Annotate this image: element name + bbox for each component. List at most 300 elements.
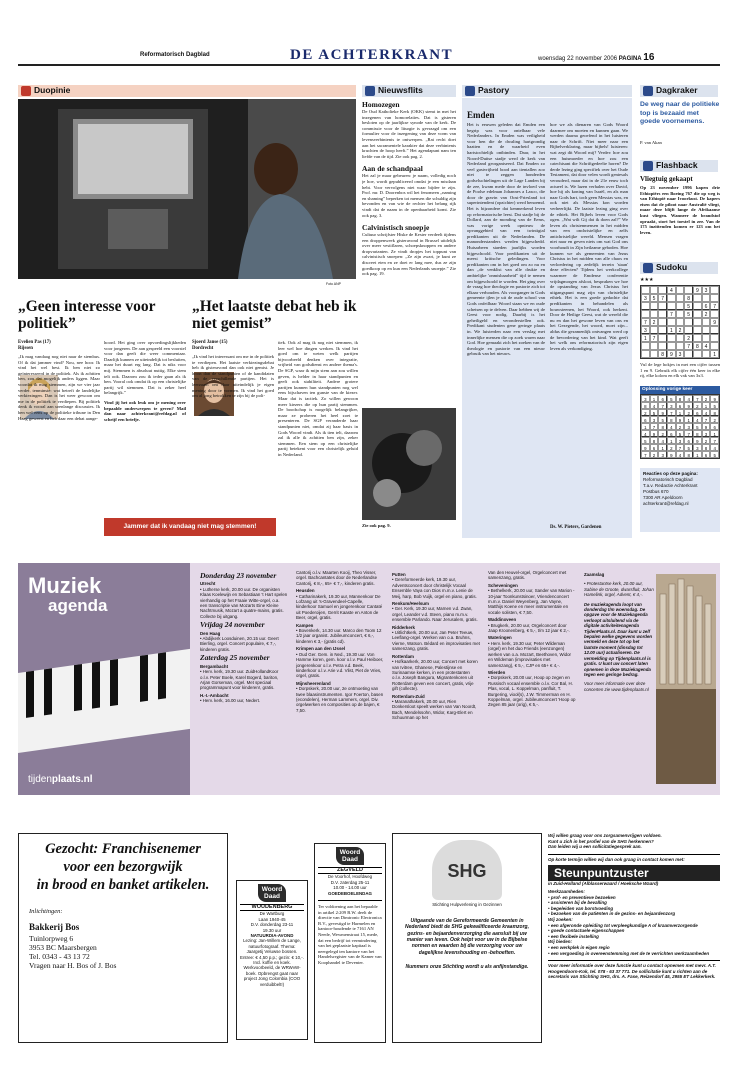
solution-cell: 8 — [684, 451, 693, 458]
sudoku-cell[interactable] — [641, 350, 650, 358]
nieuwsflits-photo — [362, 408, 456, 520]
dagkraker-tab — [640, 85, 718, 97]
muziek-title-2: agenda — [48, 596, 108, 615]
wd1-line-1: De Wartburg — [259, 911, 285, 917]
sudoku-cell[interactable] — [667, 318, 676, 326]
agenda-city: Putten — [392, 572, 406, 577]
sudoku-cell: 5 — [650, 294, 659, 302]
wd2-logo-2: Daad — [342, 856, 358, 863]
quote-icon — [21, 86, 31, 96]
left-question: Vind jij het ook leuk om je mening over bepaalde onderwerpen te geven? Mail dan naar achterkrant@refdag.nl of schrijf een briefje. — [104, 399, 186, 422]
sudoku-cell: 4 — [702, 342, 711, 350]
sudoku-cell[interactable] — [667, 342, 676, 350]
sudoku-cell: 7 — [667, 310, 676, 318]
agenda-entry: • Hofkaarkerk, 20.00 uur, Concert met koren van Ivitree, Ghanese, Palestijnse en Surinaamse kerken, in een protestanten o.l.v. Joseph Bangura, Migrantenkoren uit Rotterdam geven een concert, gratis, vrije gift (collecte). — [392, 659, 478, 692]
franchise-line-1: Gezocht: Franchisenemer — [45, 841, 201, 857]
solution-cell: 2 — [641, 409, 650, 416]
agenda-entry: • Abdijkerk Loosduinen, 20.15 uur. Geert Bierling, orgel. Concert populaire, € 7,-, kinderen gratis. — [200, 636, 279, 652]
solution-cell: 3 — [658, 451, 667, 458]
steunpunt-intro-2: Kunt u zich in het profiel van de SHG herkennen? — [548, 838, 654, 844]
franchise-name: Bakkerij Bos — [29, 922, 80, 933]
franchise-line-3: in brood en banket artikelen. — [36, 877, 210, 893]
steunpunt-intro-3: Dan leiden wij u een sollicitatiegesprek aan. — [548, 844, 642, 850]
solution-cell: 5 — [676, 430, 685, 437]
reply-box — [640, 468, 720, 532]
solution-cell: 2 — [702, 437, 711, 444]
solution-cell: 6 — [667, 430, 676, 437]
solution-cell: 7 — [667, 409, 676, 416]
sudoku-cell[interactable] — [658, 310, 667, 318]
franchise-phone: Tel. 0343 - 43 13 72 — [29, 952, 90, 962]
sudoku-cell[interactable] — [693, 310, 702, 318]
flashback-tab — [640, 160, 718, 172]
dagkraker-author: P. van Akan — [640, 140, 662, 145]
shg-ad[interactable] — [392, 833, 542, 1043]
reply-line-5[interactable]: achterkrant@refdag.nl — [643, 501, 689, 506]
nieuwsflits-tab-label: Nieuwsflits — [378, 85, 423, 96]
news-3-body: Cultuur schrijfster Hiske de Kester verdeelt tijdens een droppenweek gisteravond in Brussel uitdelijk over meer vestiflaren, schoepsknoppen en andere dropvarianten. Ze vindt dropjes het toppunt van calvinistisch snoepen: „Ze zijn zwart, je kunt ze discreet eten en ze doet er lang mee, dus ze zijn goedkoop op en kun een Nederlands snoepje.” Zie ook pag. 19. — [362, 232, 456, 277]
franchise-info-label: Inlichtingen: — [29, 908, 63, 915]
agenda-entry: • Catharinakerk, 19.30 uur, Mannenkoor De Lofzang uit 's-Gravendeel-Capelle, kinderkoor Samuel en jongerenkoor Cantaté uit Poederoijen, Gerrit Kaaste en Anton de Beer, orgel, gratis. — [296, 593, 383, 621]
offer-3: • een flexibele instelling — [548, 933, 599, 939]
reply-line-4: 7300 AR Apeldoorn — [643, 495, 683, 500]
wd2-line-1: De Voorhof, Hoofdweg — [327, 874, 373, 880]
sudoku-cell: 3 — [702, 286, 711, 294]
solution-cell: 1 — [658, 444, 667, 451]
solution-cell: 4 — [676, 451, 685, 458]
solution-cell: 9 — [693, 437, 702, 444]
sudoku-cell[interactable] — [693, 350, 702, 358]
solution-cell: 4 — [658, 437, 667, 444]
solution-cell: 5 — [650, 409, 659, 416]
sudoku-cell[interactable] — [693, 294, 702, 302]
woord-daad-ad-1[interactable] — [236, 880, 308, 1040]
agenda-entry: • Ger. Kerk, 19.30 uur, Marnen v.d. Zwan, orgel, Leander v.d. Steen, piano m.m.v. ensemble Parlando. Naar Jerusalem, gratis. — [392, 606, 478, 623]
voting-booth-photo — [18, 99, 356, 279]
solution-cell: 4 — [693, 416, 702, 423]
sudoku-cell[interactable] — [702, 334, 711, 342]
agenda-city: Rotterdam-Zuid — [392, 693, 425, 699]
sudoku-stars: ★★★ — [640, 278, 654, 283]
sudoku-cell[interactable] — [684, 286, 693, 294]
masthead-paper: Reformatorisch Dagblad — [140, 52, 210, 58]
solution-cell: 6 — [710, 423, 719, 430]
agenda-city: Krimpen aan den IJssel — [296, 646, 346, 652]
franchise-address-2: 3953 BC Maarsbergen — [29, 943, 97, 953]
wd2-logo-1: Woord — [339, 849, 361, 856]
agenda-city: Rotterdam — [392, 653, 414, 659]
steunpunt-req-label: Werkzaamheden: — [548, 888, 585, 894]
sudoku-cell[interactable] — [641, 342, 650, 350]
sudoku-cell[interactable] — [702, 294, 711, 302]
sudoku-cell[interactable] — [702, 350, 711, 358]
sudoku-cell[interactable] — [693, 302, 702, 310]
photo-credit: Foto ANP — [326, 282, 341, 286]
agenda-col-4 — [488, 570, 576, 790]
solution-cell: 6 — [676, 402, 685, 409]
solution-grid — [640, 394, 720, 459]
solution-cell: 1 — [667, 437, 676, 444]
dagkraker-text: De weg naar de politieke top is bezaaid met goede voornemens. — [640, 101, 720, 126]
solution-cell: 7 — [693, 395, 702, 402]
solution-cell: 1 — [641, 423, 650, 430]
sudoku-cell[interactable] — [702, 326, 711, 334]
right-col1: „Ik vind het interessant om me in de politiek te verdiepen. Het laatste verkiezingsdebat heb ik gisteravond dan ook niet gemist. Je hoort dan de standpunten of de kandidaten van de verschillende partijen. Het is leerzaam om daar uiteindelijk je eigen mening door te vormen. Ik vind het goed om al jong betrokken te zijn bij de poli- — [192, 354, 274, 399]
sudoku-cell[interactable] — [676, 342, 685, 350]
solution-cell: 3 — [702, 430, 711, 437]
sudoku-instructions: Vul de lege hokjes in met een cijfer tussen 1 en 9. Gebruik elk cijfer één keer in elke rij, elke kolom en elk vak van 3x3. — [640, 362, 720, 379]
grid-icon — [643, 263, 653, 273]
solution-cell: 5 — [710, 402, 719, 409]
sudoku-cell[interactable] — [641, 286, 650, 294]
agenda-day: Zaterdag 25 november — [200, 653, 270, 663]
left-col2 — [104, 340, 186, 540]
steunpunt-region: in Zuid-Holland (Alblasserwaard / Hoeksche Waard) — [548, 881, 659, 887]
wd2-line-4: GOEDEBOELENDAG — [328, 890, 372, 896]
sudoku-cell[interactable] — [658, 286, 667, 294]
sudoku-cell[interactable] — [676, 310, 685, 318]
solution-cell: 9 — [667, 451, 676, 458]
sudoku-cell: 9 — [710, 318, 719, 326]
req-4: • bezoeken van de patiënten in de gezins- en bejaardenzorg — [548, 911, 676, 917]
clock-icon — [643, 161, 653, 171]
solution-cell: 4 — [684, 395, 693, 402]
dagkraker-tab-label: Dagkraker — [656, 85, 698, 96]
agenda-city: Scheveningen — [488, 582, 518, 588]
church-icon — [465, 86, 475, 96]
right-col2: tiek. Ook al mag ik nog niet stemmen, ik leer wel hoe dingen werken. Ik vind het goed om te weten welk partijen bijvoorbeeld denken over integratie, vrijheid van godsdienst en andere thema's. De SGP, waar ik mijn stem aan zou willen geven, is helder in haar standpunten en geeft ook stabiliteit. Andere grotere partijen kunnen hun standpunten nog wel eens bijschaven ten gunste van de kiezer. Maar dat is tactiek. Zo willen gewoon meer kiezers die op hun partij stemmen. De boodschap is mogelijk belangrijker, maar ze proberen het heel zoet te presenteren. De SGP veranderde haar standpunten niet, omdat zij haar basis in Gods Woord vindt. Als ik tien telt, daarom zal ik alle ik achttien ben zijn, zeker stemmen. Een stem op een christelijke partij betekent voor een christelijk geluid in Nederland. — [278, 340, 358, 457]
agenda-entry: • Gereformeerde kerk, 19.30 uur, Adventsconcert door christelijk Vocaal Ensemble Vaya con Dios m.m.v. Lenie de Meij, harp, Bob Vuijk, orgel en piano, gratis. — [392, 577, 477, 599]
agenda-city: Utrecht — [200, 581, 216, 587]
sudoku-cell[interactable] — [667, 302, 676, 310]
nieuwsflits-photo-caption: Zie ook pag. 9. — [362, 523, 391, 528]
sudoku-cell: 7 — [658, 294, 667, 302]
organ-pipes-image — [656, 574, 716, 784]
solution-cell: 5 — [667, 395, 676, 402]
page-date — [538, 51, 654, 64]
sudoku-tab-label: Sudoku — [656, 262, 688, 273]
solution-cell: 5 — [710, 451, 719, 458]
sudoku-cell: 2 — [684, 334, 693, 342]
sudoku-cell[interactable] — [710, 342, 719, 350]
sudoku-cell: 2 — [676, 326, 685, 334]
sudoku-cell[interactable] — [710, 334, 719, 342]
duopinie-tab-label: Duopinie — [34, 85, 71, 96]
news-1-body: De Oud Katholieke Kerk (OKK) stemt in met het inzegenen van homorelaties. Dat is gisteren besloten op de jaarlijkse synode van de kerk. De commissie voor de liturgie is gevraagd om een formulier voor de inzegening van deze vorm van levensverbintenis te ontwerpen. „Rat recht doet aan het sacramentele karakter dat deze verbintenis kruchten de hoop heeft.” Het agendapunt nam ten liefde van de tijd. Zie ook pag. 2. — [362, 109, 456, 159]
sudoku-cell: 7 — [641, 318, 650, 326]
sudoku-cell[interactable] — [658, 334, 667, 342]
solution-cell: 9 — [702, 423, 711, 430]
solution-cell: 1 — [702, 402, 711, 409]
agenda-entry: Voor meer informatie over deze concerten zie www.tijdenplaats.nl — [584, 681, 649, 692]
sudoku-cell[interactable] — [650, 310, 659, 318]
solution-cell: 2 — [658, 430, 667, 437]
pastory-tab — [462, 85, 632, 97]
date: woensdag 22 november 2006 — [538, 56, 618, 62]
site-part1: tijden — [28, 774, 52, 785]
sudoku-cell[interactable] — [641, 302, 650, 310]
agenda-city: Mijnsheerenland — [296, 680, 331, 686]
pastory-signature: Ds. W. Pieters, Gardenen — [550, 525, 602, 530]
header-rule — [18, 64, 720, 66]
agenda-col-2 — [296, 570, 384, 790]
right-headline: „Het laatste debat heb ik niet gemist” — [192, 298, 357, 332]
sudoku-cell[interactable] — [684, 350, 693, 358]
wd2-notice: Ter voldoening aan het bepaalde in artikel 2:209 B.W. deelt de directie van Dimtronic Electronica B.V., gevestigd te Harmelen en kantoor-houdende te 7161 AN Neede, Wewmenstraat 15, mede, dat een bedrijf tot vermindering van het geplaatste kapitaal is neergelegd ten kantore van het Handelsregister van de Kamer van Koophandel te Deventer. — [318, 900, 382, 966]
news-3-title: Calvinistisch snoepje — [362, 223, 430, 233]
sudoku-cell[interactable] — [658, 318, 667, 326]
muziek-site[interactable] — [28, 773, 92, 786]
agenda-entry: Van den Heuvel-orgel, Orgelconcert met samenzang, gratis. — [488, 570, 567, 581]
solution-cell: 5 — [693, 423, 702, 430]
wd1-line-2: Laan 1940-45 — [258, 916, 286, 922]
sudoku-cell[interactable] — [710, 326, 719, 334]
solution-cell: 8 — [650, 437, 659, 444]
franchise-address-1: Tuinlorpweg 6 — [29, 934, 74, 944]
flashback-tab-label: Flashback — [656, 160, 698, 171]
solution-cell: 3 — [650, 416, 659, 423]
flash-icon — [365, 86, 375, 96]
solution-cell: 4 — [702, 409, 711, 416]
sudoku-cell[interactable] — [650, 350, 659, 358]
news-2-body: Het zal je maar gebeuren: je naam, volledig noch je hoe, wordt gepubliceerd omdat je een misdaan hebt. Voor vervolgens niet waar bijdee te zijn. Prof. mr. D. Doorenbos wil het fenomeen „naming en shaming” beperken tot mensen die schuldig zijn bevonden en van wie de rechter het belang rijk vindt dat de naam in de openbaarheid komt. Zie ook pag. 3. — [362, 173, 456, 218]
solution-cell: 9 — [676, 416, 685, 423]
reply-line-1: Reformatorisch Dagblad — [643, 477, 693, 482]
news-2-title: Aan de schandpaal — [362, 164, 423, 174]
sudoku-cell[interactable] — [693, 334, 702, 342]
sudoku-cell: 2 — [650, 318, 659, 326]
reply-title: Reacties op deze pagina: — [643, 471, 698, 476]
sudoku-cell: 3 — [641, 294, 650, 302]
reply-line-3: Postbus 670 — [643, 489, 669, 494]
offer2-1: • een werkplek in eigen regio — [548, 944, 610, 950]
sudoku-cell: 2 — [702, 310, 711, 318]
solution-cell: 5 — [658, 416, 667, 423]
sudoku-cell: 7 — [684, 342, 693, 350]
steunpunt-footer: Voor meer informatie over deze functie kunt u contact opnemen met mevr. A.T. Hoogendoorn-Kok, tel. 078 - 63 37 771. De sollicitatie kunt u richten aan de secretaris van Stichting SHG, drs. A. Fase, Reizendorf 45, 2955 ET Lekkerkerk. — [548, 960, 720, 980]
solution-cell: 6 — [658, 395, 667, 402]
sudoku-tab — [640, 262, 718, 274]
sudoku-cell[interactable] — [710, 286, 719, 294]
agenda-entry: • Brugkerk, 20.00 uur, Orgelconcert door Jaap Kroonenberg, € 5,-, t/m 12 jaar € 2,-. — [488, 622, 570, 634]
solution-cell: 7 — [684, 430, 693, 437]
solution-cell: 2 — [676, 423, 685, 430]
solution-cell: 3 — [684, 423, 693, 430]
sudoku-cell: 5 — [684, 310, 693, 318]
flashback-text: Op 23 november 1996 kapen drie Ethiopiërs een Boeing 767 die op weg is van Ethiopië naar Ivoorkust. De kapers eisen dat de piloot naar Australië vliegt, maar deze blijft lange de Afrikaanse kust vliegen. Wanneer de brandstof opraakt, stort het toestel in zee. Van de 175 inzittenden komen er 123 om het leven. — [640, 185, 720, 235]
wd2-line-3: 10.00 - 14.00 uur — [333, 885, 367, 891]
sudoku-cell[interactable] — [693, 318, 702, 326]
agenda-city: Kampen — [296, 622, 314, 628]
sudoku-cell: 8 — [658, 350, 667, 358]
solution-cell: 9 — [684, 402, 693, 409]
agenda-entry: • Dorpskerk, 20.00 uur, Hoop op zegen en Russisch vocaal ensemble o.l.v. Cor Bal, H. Plas, vocal, L. Koppelman, panfluit, T. Burgering, viool(s), J.W. Timmerman en H. Koppelman, orgel. Jubileumconcert 'Hoop op Zegen 85 jaar (orig), € 5,-. — [488, 675, 576, 708]
shg-logo — [432, 840, 502, 900]
sudoku-cell: 3 — [641, 326, 650, 334]
muziek-title-1: Muziek — [28, 573, 102, 598]
steunpunt-title: Steunpuntzuster — [548, 865, 720, 881]
wd2-logo — [336, 847, 364, 865]
duopinie-tab — [18, 85, 356, 97]
agenda-entry: • Protestantse kerk, 20.00 uur, Sabine de Groote, dwarsfluit, Johan Hamelink, orgel, Advent, € 4,-. — [584, 581, 654, 598]
wd2-line-2: D.V. zaterdag 25-11 — [330, 879, 370, 885]
sudoku-cell: 7 — [710, 302, 719, 310]
solution-cell: 2 — [693, 402, 702, 409]
solution-cell: 8 — [702, 444, 711, 451]
agenda-entry: • Herv. kerk, 19.30 uur. ZuidHollandKoor o.l.v. Peter Boele, Karel Bogerd, bariton, Arjan Gorseman, orgel. Met speciaal programmapunt voor kinderen!, gratis. — [200, 669, 279, 691]
req-3: • begeleiden van borstvoeding — [548, 905, 614, 911]
wd1-logo — [258, 884, 286, 902]
sudoku-cell: 4 — [667, 286, 676, 294]
sudoku-cell: 6 — [702, 302, 711, 310]
sudoku-cell: 3 — [676, 350, 685, 358]
sudoku-cell: 7 — [650, 334, 659, 342]
sudoku-cell[interactable] — [710, 310, 719, 318]
sudoku-cell[interactable] — [667, 334, 676, 342]
wd1-place: WOUDENBERG — [240, 904, 304, 911]
nieuwsflits-tab — [362, 85, 456, 97]
shg-name: SHG — [447, 861, 487, 881]
solution-label: Oplossing vorige keer — [640, 386, 720, 394]
req-2: • assisteren bij de bevalling — [548, 900, 607, 906]
solution-cell: 1 — [693, 451, 702, 458]
wd1-line-5: NATUURDIA-AVOND — [250, 933, 294, 939]
solution-cell: 6 — [693, 409, 702, 416]
agenda-entry: • Maranathakerk, 20.00 uur, Rien Donkersloot speelt werken van Van Noordt, Bach, Mendelssohn, Widor, Karg-Elert en Schuurman op het — [392, 698, 477, 721]
agenda-entry: • Bovenkerk, 14.30 uur. Marco den Toom 12 1/2 jaar organist. Jubileumconcert, € 6,-, kinderen € 3,- (gratis cd). — [296, 628, 382, 644]
sudoku-cell[interactable] — [684, 326, 693, 334]
shg-sub: Stichting Hulpverlening in Gezinnen — [432, 902, 502, 907]
solution-cell: 3 — [641, 395, 650, 402]
sudoku-cell[interactable] — [676, 318, 685, 326]
left-author-name: Evelien Pas (17) — [18, 340, 51, 345]
wd2-header — [318, 847, 382, 896]
solution-cell: 2 — [684, 409, 693, 416]
solution-cell: 8 — [693, 430, 702, 437]
franchise-ad[interactable] — [18, 833, 228, 1043]
pastory-title: Emden — [467, 110, 495, 120]
agenda-col-1 — [200, 570, 288, 790]
agenda-city: Den Haag — [200, 630, 221, 636]
solution-cell: 1 — [710, 430, 719, 437]
sudoku-cell[interactable] — [650, 326, 659, 334]
agenda-entry: • Herv. kerk, 19.30 uur, Peter Wildeman (orgel) en het duo Friends (eenzongen) werken van o.a. Mozart, Beethoven, Widor en Wildeman (improvisaties met samenzang), € 5,-, CJP en 65+ € 4,-. — [488, 640, 571, 668]
reply-line-2: T.a.v. Redactie Achterkrant — [643, 483, 698, 488]
solution-cell: 9 — [658, 409, 667, 416]
wd1-logo-1: Woord — [261, 886, 283, 893]
sudoku-cell: 1 — [710, 350, 719, 358]
sudoku-cell[interactable] — [676, 302, 685, 310]
solution-cell: 4 — [650, 402, 659, 409]
wd1-line-4: 19.30 uur — [262, 927, 282, 933]
sudoku-cell[interactable] — [667, 294, 676, 302]
shg-text: Uitgaande van de Gereformeerde Gemeenten in Nederland biedt de SHG gekwalificeerde kraamzorg, gezins- en bejaardenverzorging die aansluit bij uw manier van leven. Ook helpt voor uw in de Bijbelse normen en waarden bij die verzorging voor uw dagelijkse levenshouding en -behoeften. — [405, 917, 529, 956]
solution-cell: 4 — [641, 430, 650, 437]
sudoku-cell: 9 — [667, 350, 676, 358]
solution-cell: 3 — [676, 437, 685, 444]
sudoku-cell[interactable] — [650, 286, 659, 294]
sudoku-cell: 9 — [693, 286, 702, 294]
solution-cell: 8 — [658, 423, 667, 430]
solution-cell: 7 — [641, 451, 650, 458]
pastory-col2: hoe we als dienaren van Gods Woord daarmee om moeten en kunnen gaan. We werden daarna geoefend in het luisteren naar de Schrift. Niet meer naar een Bijbelverklaring, maar bijbels! luisteren: wat zegt dit Woord mij? Verder: hoe zou een huismoeder en hoe zou een catechisant die Schriftgedeelte horen? De derde lezing ging specifiek over het Oude Testament, dat door velen wordt geniesals verouderd, maar dat in de 21e eeuw toch actueel is. We lazen verhalen over David, hoe hij als koning van Israël, en als man naar Gods hart, toch geen Messias was, en ook niet als Messias kon worden verheerlijkt. De laatste lezing ging over de ethiek. Het Bijbels leven voor Gods ogen. „Wat wilt Gij dat ik doen zal?” We leven als christenmensen in het midden van een onchristelijke en zelfs antichristelijke wereld. Mensen vragen niet naar en geven niets om wat God ons voorhoudt in Zijn heilzame geboden. Hoe kunnen we als gemeenten van Jezus Christus in het midden van alle chaos en verloedering op zedelijk terrein 'staan' deze effecten? Tijdens het werkcollege waarmee de Emdense conferentie vrijdagmorgen afsloot, bespraken we hoe de opstanding van Jezus Christus het uitgangspunt mag zijn van christelijke ethiek. Het is een goede gedachte dat predikanten in behandelen als bouwsteenen, het Woord, ook herkent. Door de Heilige Geest, wat de wereld die nu en dan het gewone leven van ons en het Gezegende, het woord, moet zijn... aldus die gezamenlijk ontvangen werd op de bevordering van het kind. Wat geeft het welk ons reformatorisch zijn eigen leven als verkondiging. — [550, 122, 628, 351]
wd2-place: ZEGVELD — [318, 867, 382, 874]
sudoku-cell[interactable] — [658, 302, 667, 310]
duopinie-banner: Jammer dat ik vandaag niet mag stemmen! — [104, 518, 276, 536]
agenda-entry: Cantorij o.l.v. Maarten Kooij, Theo Visser, orgel. Bachcantates door de Nederlandse Cantorij, € 8,-, 65+ € 7,-, kinderen gratis. — [296, 570, 378, 586]
solution-cell: 2 — [650, 451, 659, 458]
solution-cell: 7 — [676, 444, 685, 451]
agenda-col-3 — [392, 570, 480, 790]
sudoku-cell[interactable] — [658, 326, 667, 334]
sudoku-cell[interactable] — [676, 286, 685, 294]
steunpunt-call: Op korte termijn willen wij dan ook graag in contact komen met: — [548, 854, 720, 863]
sudoku-cell[interactable] — [676, 294, 685, 302]
left-author — [18, 340, 51, 351]
solution-cell: 7 — [650, 423, 659, 430]
agenda-city: Bergambacht — [200, 663, 229, 669]
wd1-line-6: Lezing: Jan-Willem de Lange, natuurfotograaf. Thema: Jaargetij Veluwse bossen. Entree: € 4,50 p.p.; gezin: € 10,-. Incl. koffie en koek. Werkvoorbeeld, de WRWvW-boek. Opbrengst gaat naar project Jong Colombia (COO verduibbelt!) — [240, 938, 304, 987]
sudoku-cell[interactable] — [684, 318, 693, 326]
agenda-entry: • Uitlichtkerk, 20.00 uur, Jan Peter Teeuw, Leeflang-orgel. Werken van o.a. Bruhns, Vierne, Watson. Bédard en improvisaties met samenzang, gratis. — [392, 630, 480, 652]
solution-cell: 6 — [684, 437, 693, 444]
sudoku-cell[interactable] — [650, 342, 659, 350]
sudoku-cell[interactable] — [658, 342, 667, 350]
flashback-title: Vliegtuig gekaapt — [640, 175, 693, 183]
solution-cell: 5 — [684, 444, 693, 451]
solution-cell: 6 — [650, 444, 659, 451]
solution-cell: 6 — [641, 416, 650, 423]
agenda-entry: De muziekagenda loopt van donderdag t/m woensdag. De opgave voor de Muziekagenda verloopt uitsluitend via de digitale activiteitenagenda TijdenPlaats.nl. Daar kunt u zelf bepalen welke gegevens worden vermeld en deze tot op het laatste moment (dinsdag tot 12.00 uur) actualiseren. De vermelding op Tijdenplaats.nl is gratis. U kunt uw concert laten opnemen in deze Muziekagenda tegen een geringe bedrag. — [584, 601, 653, 677]
solution-cell: 3 — [667, 402, 676, 409]
solution-cell: 7 — [658, 402, 667, 409]
agenda-day: Donderdag 23 november — [200, 571, 277, 580]
sudoku-cell[interactable] — [693, 326, 702, 334]
agenda-city: Ridderkerk — [392, 624, 415, 630]
news-1-title: Homozegen — [362, 100, 400, 109]
franchise-line-2: voor een bezorgwijk — [63, 859, 183, 875]
solution-cell: 9 — [650, 430, 659, 437]
agenda-city: Wateringen — [488, 635, 512, 641]
sudoku-cell[interactable] — [650, 302, 659, 310]
steunpunt-ad[interactable] — [548, 833, 720, 1043]
solution-cell: 8 — [676, 395, 685, 402]
solution-cell: 1 — [650, 395, 659, 402]
sudoku-cell[interactable] — [676, 334, 685, 342]
solution-cell: 1 — [676, 409, 685, 416]
woord-daad-ad-2[interactable] — [314, 843, 386, 1043]
solution-cell: 7 — [702, 416, 711, 423]
left-headline: „Geen interesse voor politiek” — [18, 298, 156, 332]
solution-cell: 4 — [667, 423, 676, 430]
sudoku-cell: 1 — [641, 334, 650, 342]
solution-cell: 7 — [710, 437, 719, 444]
right-author — [192, 340, 227, 351]
nieuwsflits-items — [362, 100, 456, 400]
pastory-col1: Het is eeuwen geleden dat Emden een begrip was voor ontelbaar vele Nederlanders. In Emden was veiligheid voor hen die de dwaling hartgrondig haatten en de waarheid even hartstochtelijk ontbinden. Daar, in het Noord-Duitse stadje werd de kerk van Nederland georganiseerd. Dat Emden zo veel gastvrijheid bood aan tientallen zoo niet te zeggen honderden godsvluchtelingen uit de Lage Landen bij de zee, kwam mede door de invloed van de Poolse edelman Johannes a Lasco, die door de gravin van Oost-Friesland tot superintendent (opzichter) werd benoemd. Het is bijzondere dat kenmerkend leven op reformatorische leest. Dat stadje bij de Dollard, aan de monding van de Eems, was vorige week opnieuw de opvanggebied van een twintigtal predikanten uit de Nederlanden. De manonderstanders werden bijgeschedd. Huisarbeen staeden jaarlijks worden bijgeschoold. Voor predikanten uit de meest kritische geledingen. Voor predikanten om in het goed om zo nu en dan „de venklist van alle drukte en ambtelijke 'onmisbaarheid'' tijd te nemen om bijgeschoold te worden. Het ging over de vraag hoe theologie en pastorie zich tot elkaar verhouden. Als voorganger in Gods gemeente ijlen je uit de oude school van Gods onfeilbaar Woord staan we en oude schetsen op te delven. Daar hebben wij de Geest voor nodig. Daarbij is het geheiligeld en veronderstellen ook. Predikant studenten gene geringe plaats in. We luisterden naar een verslag met innerlijke mensen die op zoek waren naar God. Hoe gemaakt zich het zoeken van de theologie en pastorie van een nieuw gebruik van het nieuws. — [467, 122, 545, 357]
sudoku-cell[interactable] — [702, 318, 711, 326]
shg-footer: Nummers onze Stichting wordt u als anfijnstandige. — [405, 964, 529, 971]
sudoku-cell[interactable] — [710, 294, 719, 302]
solution-cell: 9 — [641, 444, 650, 451]
agenda-entry: • Bethelkerk, 20.00 uur, Sander van Marion - 10-jaar Toonkunstsinoer, Vriendenconcert m.m.v. Daniel Weyenberg, Jan Vayne, Matthijs Koene en meer instrumentale en vocale solisten, € 7,50. — [488, 588, 575, 615]
agenda-city: Wierden — [488, 669, 506, 675]
solution-cell: 3 — [693, 444, 702, 451]
sudoku-cell: 8 — [693, 342, 702, 350]
sudoku-cell[interactable] — [641, 310, 650, 318]
page-number: 16 — [643, 52, 655, 63]
offer2-2: • een vergoeding in overeenstemming met de te verrichten werkzaamheden — [548, 950, 710, 956]
